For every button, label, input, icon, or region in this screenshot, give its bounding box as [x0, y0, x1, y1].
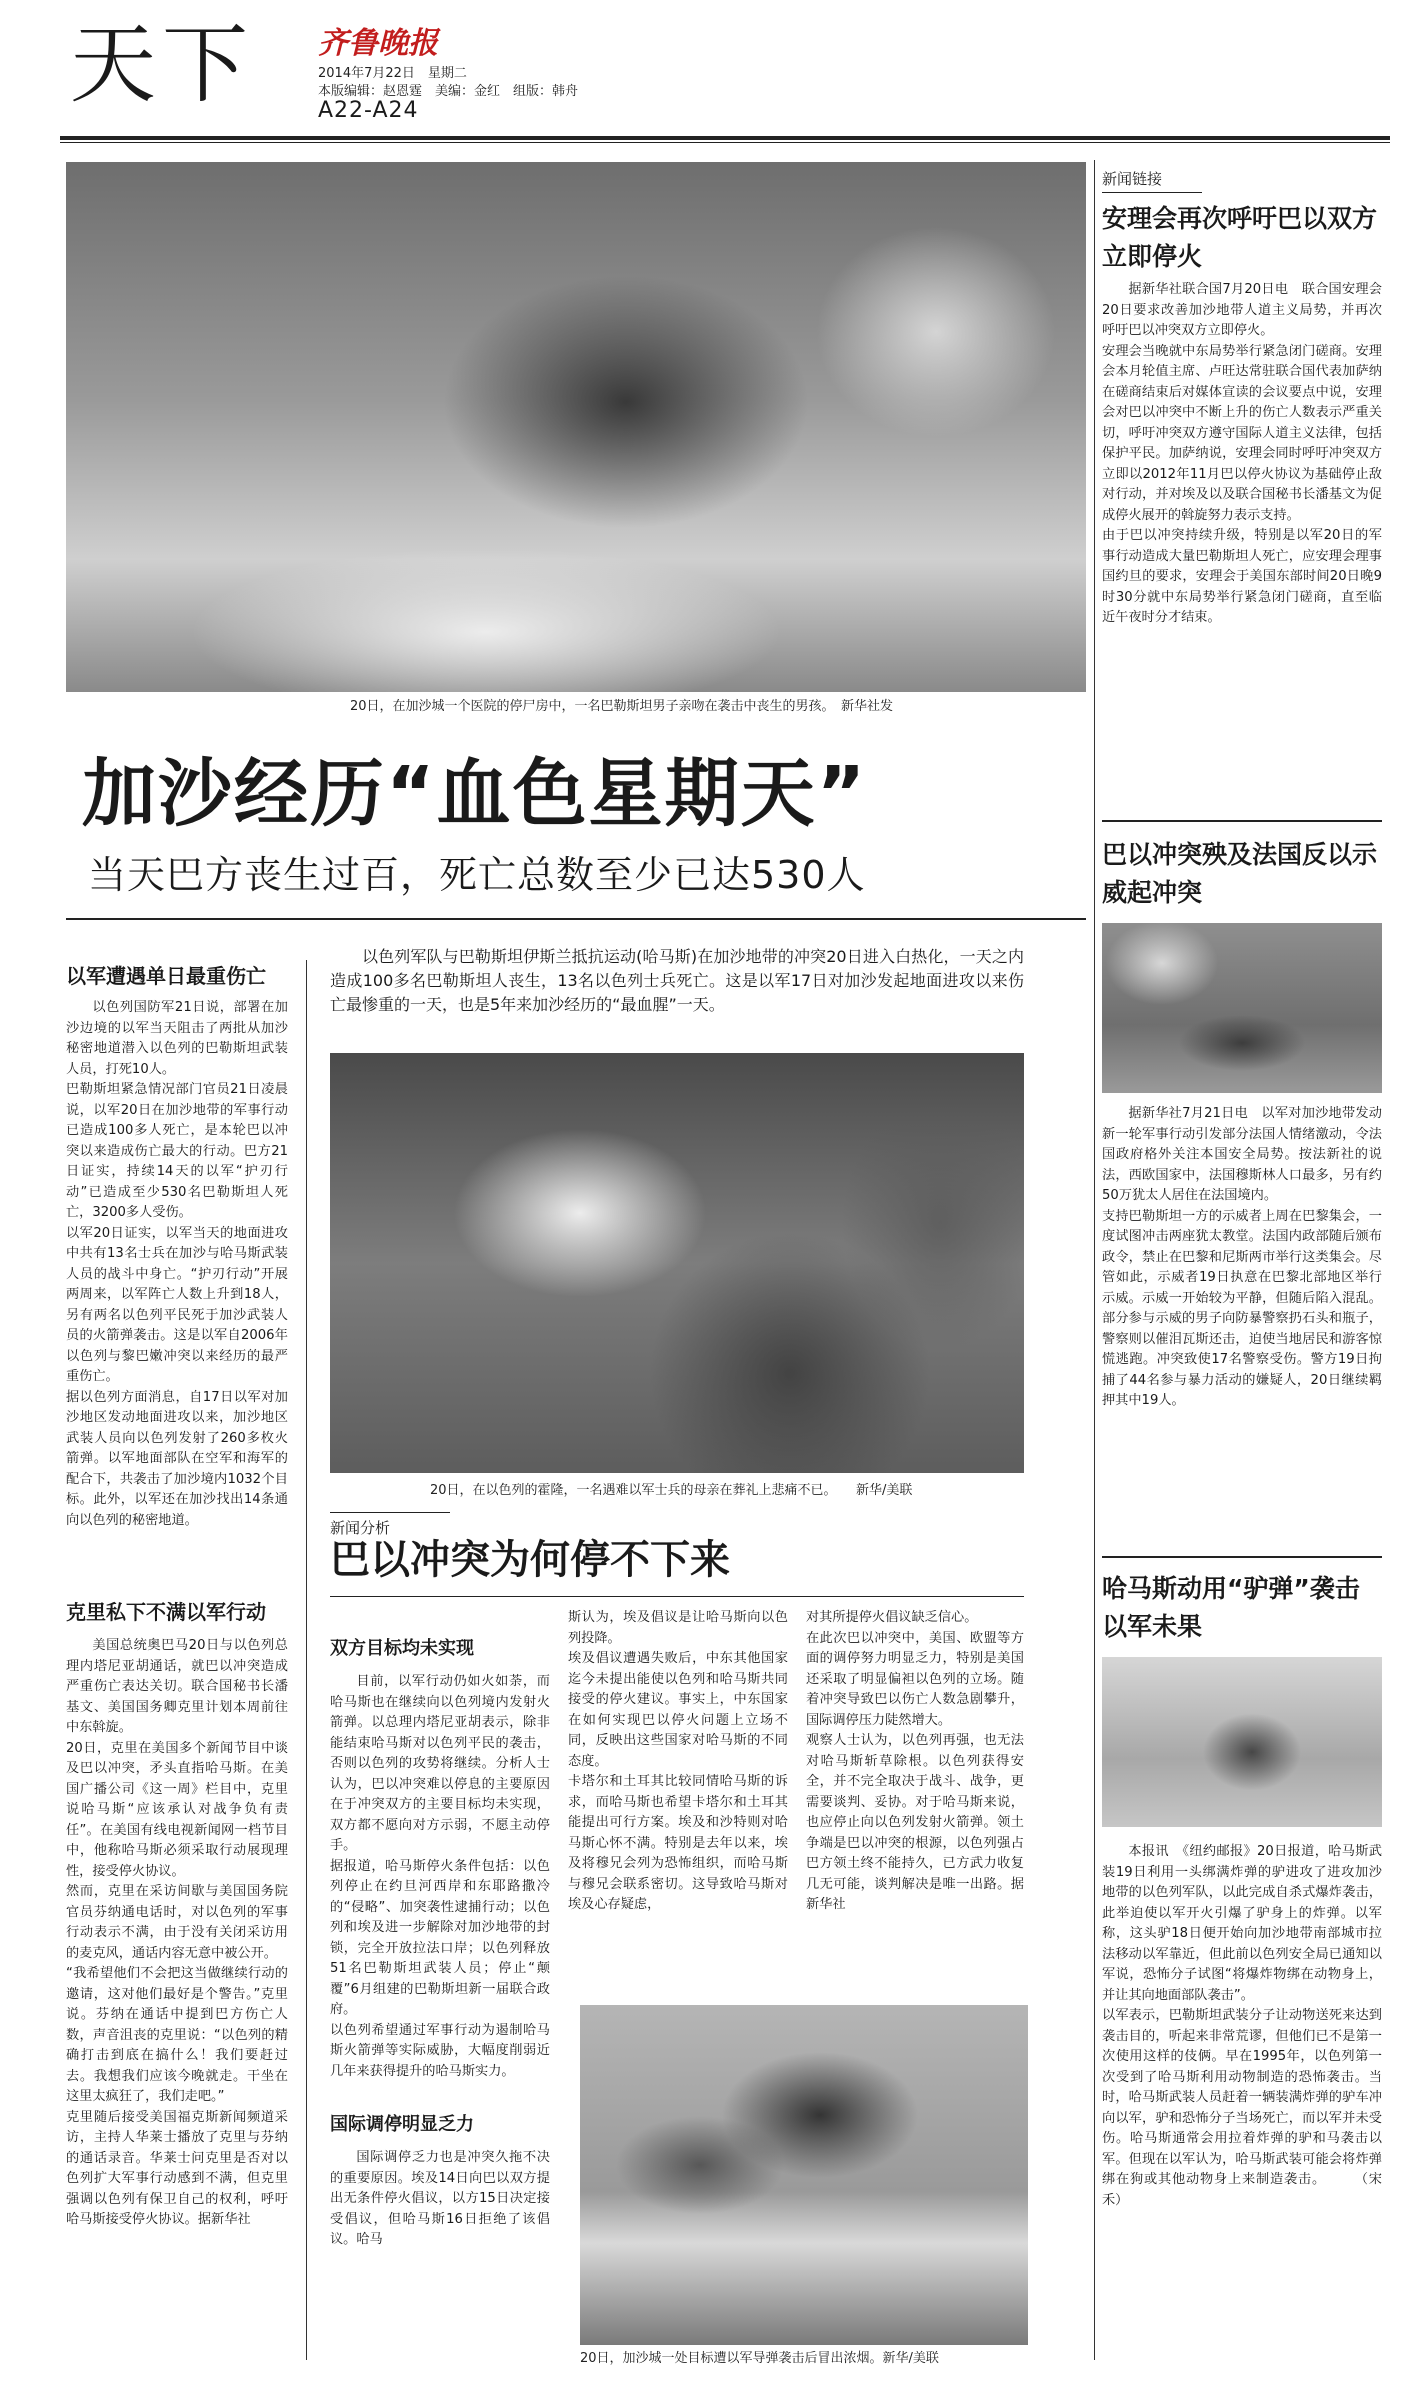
paris-protest-photo [1102, 923, 1382, 1093]
header-rule [60, 136, 1390, 140]
right-section1-body: 据新华社联合国7月20日电 联合国安理会20日要求改善加沙地带人道主义局势，并再次呼吁巴以冲突双方立即停火。 安理会当晚就中东局势举行紧急闭门磋商。安理会本月轮值主席、卢旺达常驻联合国代表加萨纳在磋商结束后对媒体宣读的会议要点中说，安理会对巴以冲突中不断上升的伤亡人数表示严重关切，呼吁冲突双方遵守国际人道主义法律，包括保护平民。加萨纳说，安理会同时呼吁冲突双方立即以2012年11月巴以停火协议为基础停止敌对行动，并对埃及以及联合国秘书长潘基文为促成停火展开的斡旋努力表示支持。 由于巴以冲突持续升级，特别是以军20日的军事行动造成大量巴勒斯坦人死亡，应安理会理事国约旦的要求，安理会于美国东部时间20日晚9时30分就中东局势举行紧急闭门磋商，直至临近午夜时分才结束。 [1102, 282, 1382, 625]
right-section3-title: 哈马斯动用“驴弹”袭击以军未果 [1102, 1574, 1360, 1641]
news-link-tag: 新闻链接 [1102, 168, 1202, 193]
right-separator-2 [1102, 1556, 1382, 1558]
editors-line: 本版编辑：赵恩霆 美编：金红 组版：韩舟 [318, 84, 579, 99]
analysis-tag: 新闻分析 [330, 1512, 450, 1538]
main-headline: 加沙经历“血色星期天” [82, 751, 868, 837]
section-title: 天下 [70, 15, 254, 115]
lead-intro: 以色列军队与巴勒斯坦伊斯兰抵抗运动(哈马斯)在加沙地带的冲突20日进入白热化，一天之内造成100多名巴勒斯坦人丧生，13名以色列士兵死亡。这是以军17日对加沙发起地面进攻以来伤亡最惨重的一天，也是5年来加沙经历的“最血腥”一天。 [330, 947, 1024, 1014]
column-divider-left [306, 960, 307, 2360]
donkey-photo [1102, 1657, 1382, 1827]
main-subheadline: 当天巴方丧生过百，死亡总数至少已达530人 [88, 853, 866, 897]
analysis-col3-body: 对其所提停火倡议缺乏信心。 在此次巴以冲突中，美国、欧盟等方面的调停努力明显乏力，特别是美国还采取了明显偏袒以色列的立场。随着冲突导致巴以伤亡人数急剧攀升，国际调停压力陡然增大。 观察人士认为，以色列再强，也无法对哈马斯斩草除根。以色列获得安全，并不完全取决于战斗、战争，更需要谈判、妥协。对于哈马斯来说，也应停止向以色列发射火箭弹。领土争端是巴以冲突的根源，以色列强占巴方领土终不能持久，已方武力收复几无可能，谈判解决是唯一出路。据新华社 [806, 1610, 1024, 1912]
funeral-photo [330, 1053, 1024, 1473]
left-section1-body: 以色列国防军21日说，部署在加沙边境的以军当天阻击了两批从加沙秘密地道潜入以色列的巴勒斯坦武装人员，打死10人。 巴勒斯坦紧急情况部门官员21日凌晨说，以军20日在加沙地带的军事行动已造成100多人死亡，是本轮巴以冲突以来造成伤亡最大的行动。巴方21日证实，持续14天的以军“护刃行动”已造成至少530名巴勒斯坦人死亡，3200多人受伤。 以军20日证实，以军当天的地面进攻中共有13名士兵在加沙与哈马斯武装人员的战斗中身亡。“护刃行动”开展两周来，以军阵亡人数上升到18人，另有两名以色列平民死于加沙武装人员的火箭弹袭击。这是以军自2006年以色列与黎巴嫩冲突以来经历的最严重伤亡。 据以色列方面消息，自17日以军对加沙地区发动地面进攻以来，加沙地区武装人员向以色列发射了260多枚火箭弹。以军地面部队在空军和海军的配合下，共袭击了加沙境内1032个目标。此外，以军还在加沙找出14条通向以色列的秘密地道。 [66, 1000, 288, 1528]
right-section2-title: 巴以冲突殃及法国反以示威起冲突 [1102, 840, 1378, 907]
date-line: 2014年7月22日 星期二 [318, 66, 467, 81]
lead-photo-morgue [66, 162, 1086, 692]
analysis-title: 巴以冲突为何停不下来 [330, 1537, 730, 1583]
right-section1-title: 安理会再次呼吁巴以双方立即停火 [1102, 204, 1378, 271]
analysis-col1-body: 目前，以军行动仍如火如荼，而哈马斯也在继续向以色列境内发射火箭弹。以总理内塔尼亚胡表示，除非能结束哈马斯对以色列平民的袭击，否则以色列的攻势将继续。分析人士认为，巴以冲突难以停息的主要原因在于冲突双方的主要目标均未实现，双方都不愿向对方示弱，不愿主动停手。 据报道，哈马斯停火条件包括：以色列停止在约旦河西岸和东耶路撒冷的“侵略”、加突袭性逮捕行动；以色列和埃及进一步解除对加沙地带的封锁，完全开放拉法口岸；以色列释放51名巴勒斯坦武装人员；停止“颠覆”6月组建的巴勒斯坦新一届联合政府。 以色列希望通过军事行动为遏制哈马斯火箭弹等实际威胁，大幅度削弱近几年来获得提升的哈马斯实力。 [330, 1674, 550, 2079]
headline-rule [66, 918, 1086, 920]
gaza-smoke-photo [580, 2005, 1028, 2345]
right-section3-body: 本报讯 《纽约邮报》20日报道，哈马斯武装19日利用一头绑满炸弹的驴进攻了进攻加沙地带的以色列军队，以此完成自杀式爆炸袭击，此举迫使以军开火引爆了驴身上的炸弹。以军称，这头驴18日便开始向加沙地带南部城市拉法移动以军靠近，但此前以色列安全局已通知以军说，恐怖分子试图“将爆炸物绑在动物身上，并让其向地面部队袭击”。 以军表示，巴勒斯坦武装分子让动物送死来达到袭击目的，听起来非常荒谬，但他们已不是第一次使用这样的伎俩。早在1995年，以色列第一次受到了哈马斯利用动物制造的恐怖袭击。当时，哈马斯武装人员赶着一辆装满炸弹的驴车冲向以军，驴和恐怖分子当场死亡，而以军并未受伤。哈马斯通常会用拉着炸弹的驴和马袭击以军。但现在以军认为，哈马斯武装可能会将炸弹绑在狗或其他动物身上来制造袭击。 （宋禾） [1102, 1844, 1382, 2208]
gaza-smoke-caption: 20日，加沙城一处目标遭以军导弹袭击后冒出浓烟。新华/美联 [580, 2351, 939, 2366]
page-range: A22-A24 [318, 98, 419, 123]
left-section2-body: 美国总统奥巴马20日与以色列总理内塔尼亚胡通话，就巴以冲突造成严重伤亡表达关切。联合国秘书长潘基文、美国国务卿克里计划本周前往中东斡旋。 20日，克里在美国多个新闻节目中谈及巴以冲突，矛头直指哈马斯。在美国广播公司《这一周》栏目中，克里说哈马斯“应该承认对战争负有责任”。在美国有线电视新闻网一档节目中，他称哈马斯必须采取行动展现理性，接受停火协议。 然而，克里在采访间歇与美国国务院官员芬纳通电话时，对以色列的军事行动表示不满，由于没有关闭采访用的麦克风，通话内容无意中被公开。 “我希望他们不会把这当做继续行动的邀请，这对他们最好是个警告。”克里说。芬纳在通话中提到巴方伤亡人数，声音沮丧的克里说：“以色列的精确打击到底在搞什么！我们要赶过去。我想我们应该今晚就走。干坐在这里太疯狂了，我们走吧。” 克里随后接受美国福克斯新闻频道采访，主持人华莱士播放了克里与芬纳的通话录音。华莱士问克里是否对以色列扩大军事行动感到不满，但克里强调以色列有保卫自己的权利，呼吁哈马斯接受停火协议。据新华社 [66, 1638, 288, 2227]
analysis-rule [330, 1596, 1024, 1597]
column-divider-right [1094, 160, 1095, 2360]
left-section2-title: 克里私下不满以军行动 [66, 1600, 266, 1624]
header-rule-thin [60, 142, 1390, 143]
analysis-col1-heading: 双方目标均未实现 [330, 1638, 474, 1659]
right-section2-body: 据新华社7月21日电 以军对加沙地带发动新一轮军事行动引发部分法国人情绪激动，令法国政府格外关注本国安全局势。按法新社的说法，西欧国家中，法国穆斯林人口最多，另有约50万犹太人居住在法国境内。 支持巴勒斯坦一方的示威者上周在巴黎集会，一度试图冲击两座犹太教堂。法国内政部随后颁布政令，禁止在巴黎和尼斯两市举行这类集会。尽管如此，示威者19日执意在巴黎北部地区举行示威。示威一开始较为平静，但随后陷入混乱。部分参与示威的男子向防暴警察扔石头和瓶子，警察则以催泪瓦斯还击，迫使当地居民和游客惊慌逃跑。冲突致使17名警察受伤。警方19日拘捕了44名参与暴力活动的嫌疑人，20日继续羁押其中19人。 [1102, 1106, 1382, 1408]
left-section1-title: 以军遭遇单日最重伤亡 [66, 964, 266, 988]
newspaper-logo: 齐鲁晚报 [318, 26, 438, 61]
analysis-col2-body: 斯认为，埃及倡议是让哈马斯向以色列投降。 埃及倡议遭遇失败后，中东其他国家迄今未提出能使以色列和哈马斯共同接受的停火建议。事实上，中东国家在如何实现巴以停火问题上立场不同，反映出这些国家对哈马斯的不同态度。 卡塔尔和土耳其比较同情哈马斯的诉求，而哈马斯也希望卡塔尔和土耳其能提出可行方案。埃及和沙特则对哈马斯心怀不满。特别是去年以来，埃及将穆兄会列为恐怖组织，而哈马斯与穆兄会联系密切。这导致哈马斯对埃及心存疑虑， [568, 1610, 788, 1912]
analysis-col1-heading2: 国际调停明显乏力 [330, 2114, 474, 2135]
funeral-photo-caption: 20日，在以色列的霍隆，一名遇难以军士兵的母亲在葬礼上悲痛不已。 新华/美联 [430, 1483, 913, 1498]
lead-photo-caption: 20日，在加沙城一个医院的停尸房中，一名巴勒斯坦男子亲吻在袭击中丧生的男孩。 新华社发 [350, 699, 894, 714]
right-separator-1 [1102, 820, 1382, 822]
analysis-col1-body2: 国际调停乏力也是冲突久拖不决的重要原因。埃及14日向巴以双方提出无条件停火倡议，以方15日决定接受倡议，但哈马斯16日拒绝了该倡议。哈马 [330, 2150, 550, 2247]
